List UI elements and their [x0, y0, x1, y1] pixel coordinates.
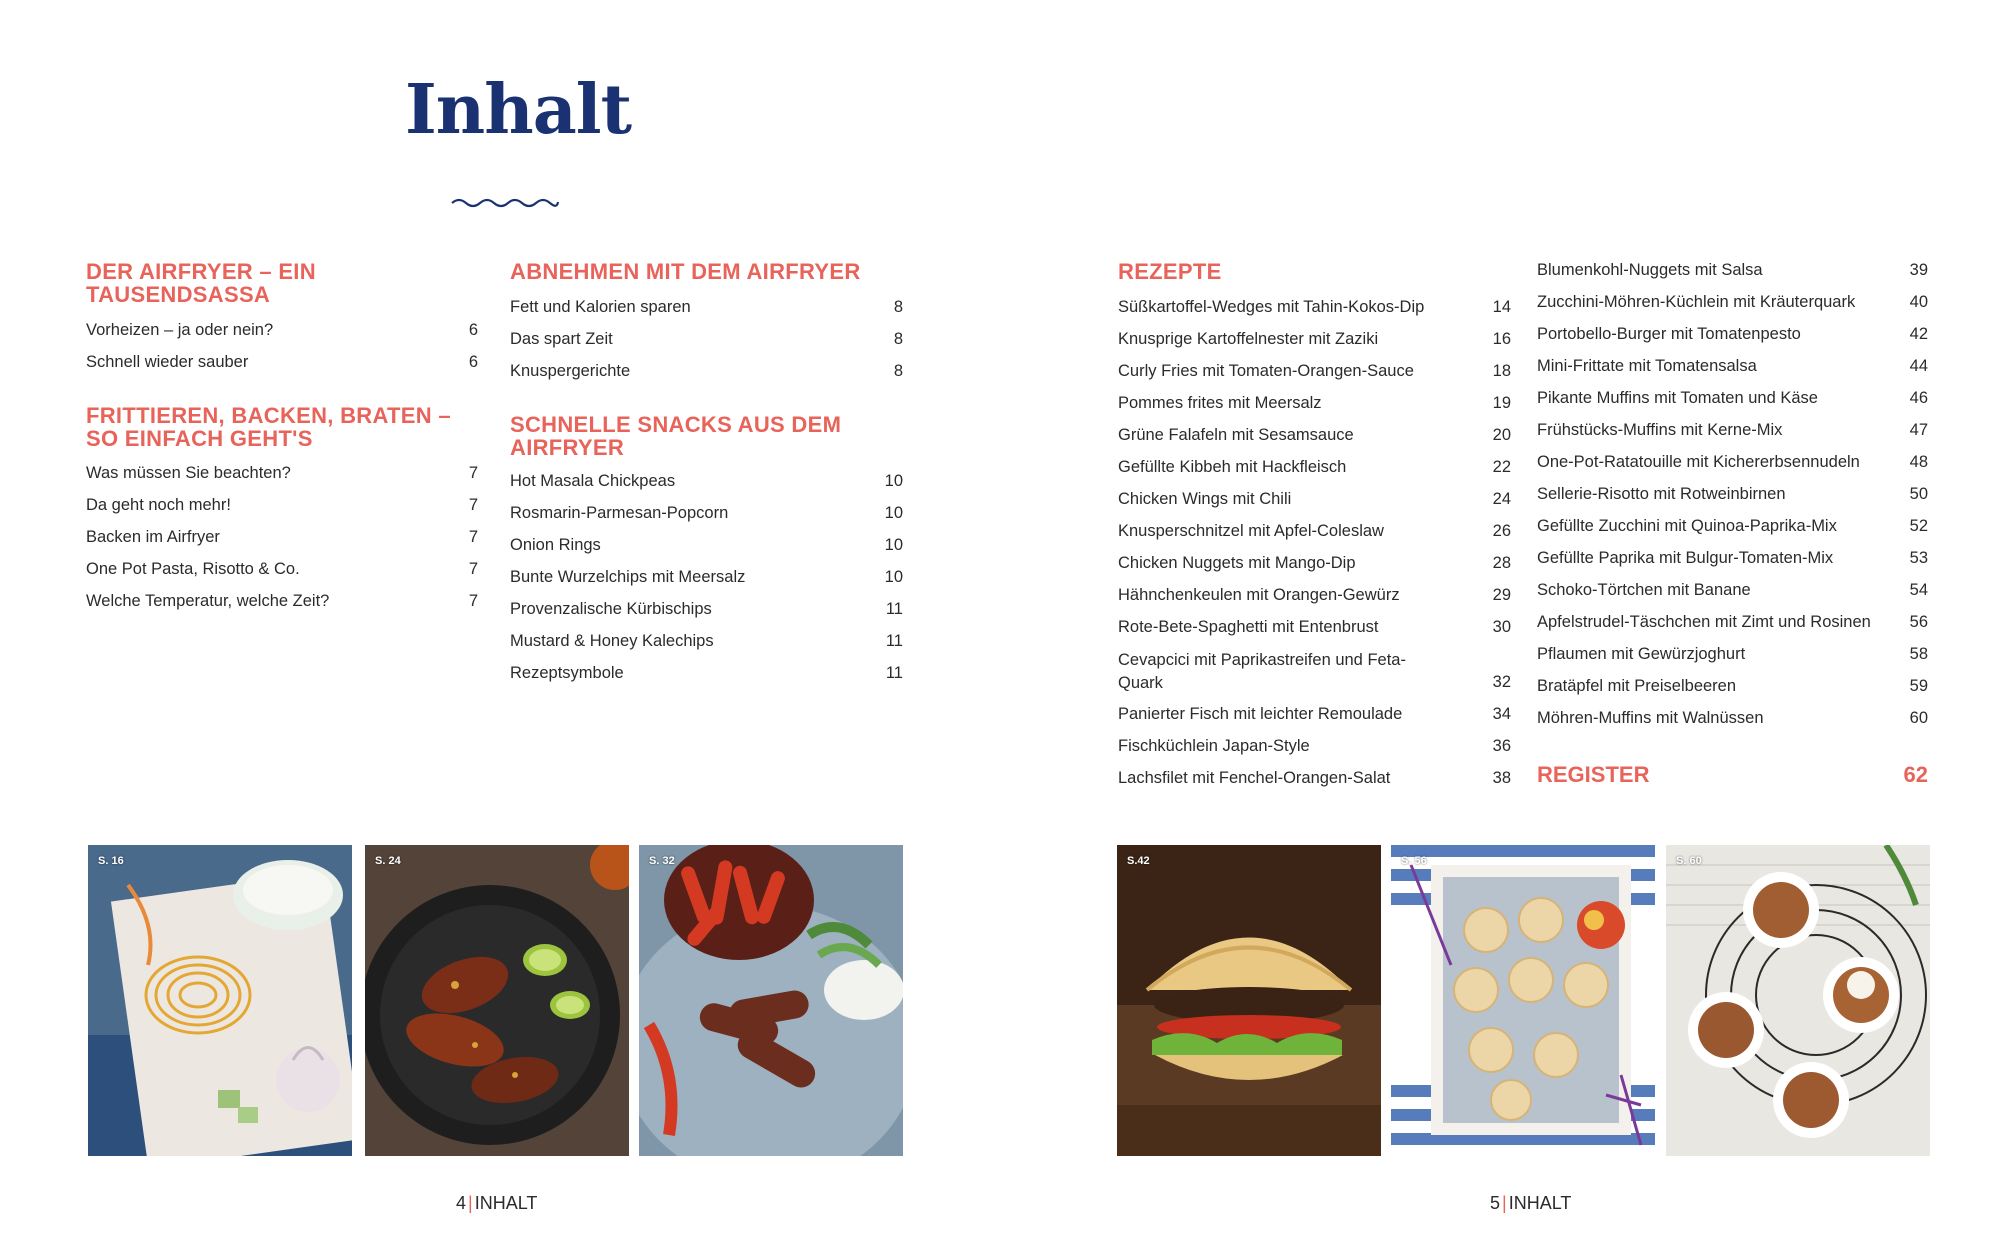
- entry-page: 8: [893, 298, 903, 316]
- entry-page: 24: [1492, 490, 1511, 508]
- entry-title: Bunte Wurzelchips mit Meersalz: [510, 568, 746, 586]
- toc-entry[interactable]: [1537, 388, 1928, 420]
- recipes-heading: REZEPTE: [1118, 259, 1222, 284]
- entry-page: 47: [1909, 421, 1928, 439]
- entry-title: Zucchini-Möhren-Küchlein mit Kräuterquark: [1537, 293, 1856, 311]
- toc-entry[interactable]: [1118, 649, 1511, 704]
- toc-entry[interactable]: [510, 663, 903, 695]
- entry-title: Hähnchenkeulen mit Orangen-Gewürz: [1118, 586, 1400, 604]
- toc-entry[interactable]: [510, 567, 903, 599]
- entry-title: Mustard & Honey Kalechips: [510, 632, 714, 650]
- entry-page: 18: [1492, 362, 1511, 380]
- entry-page: 11: [885, 664, 903, 682]
- entry-page: 7: [468, 496, 478, 514]
- entry-title: Knusprige Kartoffelnester mit Zaziki: [1118, 330, 1379, 348]
- toc-entry[interactable]: [1537, 580, 1928, 612]
- toc-entry[interactable]: [510, 503, 903, 535]
- chicken-wings-photo: [365, 845, 629, 1156]
- strudel-pockets-photo: [1391, 845, 1655, 1156]
- toc-entry[interactable]: [86, 320, 478, 352]
- register-label: REGISTER: [1537, 762, 1650, 787]
- entry-page: 42: [1909, 325, 1928, 343]
- folio-label: INHALT: [474, 1193, 538, 1213]
- entry-page: 54: [1909, 581, 1928, 599]
- folio-right: [1490, 1193, 1571, 1214]
- photo-illustration: [1117, 845, 1381, 1156]
- folio-number: 5: [1490, 1193, 1501, 1213]
- section-heading: ABNEHMEN MIT DEM AIRFRYER: [510, 259, 861, 284]
- entry-page: 10: [884, 472, 903, 490]
- toc-entry[interactable]: [1118, 425, 1511, 457]
- entry-title: Möhren-Muffins mit Walnüssen: [1537, 709, 1764, 727]
- photo-illustration: [365, 845, 629, 1156]
- toc-entry[interactable]: [510, 329, 903, 361]
- photo-label: S.42: [1127, 855, 1150, 867]
- entry-title: Knuspergerichte: [510, 362, 631, 380]
- toc-entry[interactable]: [1118, 585, 1511, 617]
- toc-entry[interactable]: [86, 352, 478, 384]
- entry-page: 30: [1492, 618, 1511, 636]
- toc-entry[interactable]: [86, 495, 478, 527]
- entry-title: Das spart Zeit: [510, 330, 613, 348]
- folio-left: [456, 1193, 537, 1214]
- entry-title: Knusperschnitzel mit Apfel-Coleslaw: [1118, 522, 1384, 540]
- entry-page: 7: [468, 528, 478, 546]
- entry-page: 10: [884, 536, 903, 554]
- entry-title: Gefüllte Paprika mit Bulgur-Tomaten-Mix: [1537, 549, 1834, 567]
- entry-title: Vorheizen – ja oder nein?: [86, 321, 274, 339]
- entry-title: Backen im Airfryer: [86, 528, 220, 546]
- entry-title: Fett und Kalorien sparen: [510, 298, 691, 316]
- entry-title: Hot Masala Chickpeas: [510, 472, 676, 490]
- entry-page: 56: [1909, 613, 1928, 631]
- entry-page: 16: [1492, 330, 1511, 348]
- entry-page: 48: [1909, 453, 1928, 471]
- photo-label: S. 24: [375, 855, 401, 867]
- toc-entry[interactable]: [510, 297, 903, 329]
- entry-title: Bratäpfel mit Preiselbeeren: [1537, 677, 1737, 695]
- toc-entry[interactable]: [1118, 361, 1511, 393]
- entry-title: Was müssen Sie beachten?: [86, 464, 291, 482]
- toc-entry[interactable]: [1118, 704, 1511, 736]
- entry-page: 32: [1492, 673, 1511, 691]
- toc-entry[interactable]: [510, 631, 903, 663]
- carrot-muffins-photo: [1666, 845, 1930, 1156]
- entry-title: Curly Fries mit Tomaten-Orangen-Sauce: [1118, 362, 1414, 380]
- entry-title: Fischküchlein Japan-Style: [1118, 737, 1310, 755]
- entry-page: 6: [468, 321, 478, 339]
- entry-page: 19: [1492, 394, 1511, 412]
- page-title: Inhalt: [405, 70, 631, 150]
- entry-page: 40: [1909, 293, 1928, 311]
- entry-title: Mini-Frittate mit Tomatensalsa: [1537, 357, 1757, 375]
- entry-page: 34: [1492, 705, 1511, 723]
- entry-title: Apfelstrudel-Täschchen mit Zimt und Rosinen: [1537, 613, 1871, 631]
- entry-title: Schoko-Törtchen mit Banane: [1537, 581, 1751, 599]
- toc-entry[interactable]: [1537, 516, 1928, 548]
- entry-page: 7: [468, 592, 478, 610]
- photo-label: S. 32: [649, 855, 675, 867]
- entry-title: Süßkartoffel-Wedges mit Tahin-Kokos-Dip: [1118, 298, 1425, 316]
- entry-title: Welche Temperatur, welche Zeit?: [86, 592, 330, 610]
- toc-entry[interactable]: [1118, 617, 1511, 649]
- entry-title: One Pot Pasta, Risotto & Co.: [86, 560, 300, 578]
- recipes-list: [1537, 260, 1928, 740]
- register-page: 62: [1903, 762, 1928, 787]
- toc-entry[interactable]: [1537, 260, 1928, 292]
- entry-page: 26: [1492, 522, 1511, 540]
- entry-title: Pikante Muffins mit Tomaten und Käse: [1537, 389, 1818, 407]
- toc-entry[interactable]: [510, 361, 903, 393]
- toc-entry[interactable]: [86, 559, 478, 591]
- entry-title: Cevapcici mit Paprikastreifen und Feta-Quark: [1118, 651, 1406, 692]
- entry-page: 39: [1909, 261, 1928, 279]
- toc-entry[interactable]: [1537, 292, 1928, 324]
- rosti-nest-with-dip-photo: [88, 845, 352, 1156]
- toc-list: [86, 320, 478, 384]
- entry-page: 53: [1909, 549, 1928, 567]
- toc-entry[interactable]: [1118, 457, 1511, 489]
- entry-page: 36: [1492, 737, 1511, 755]
- photo-illustration: [88, 845, 352, 1156]
- entry-page: 59: [1909, 677, 1928, 695]
- entry-title: Onion Rings: [510, 536, 601, 554]
- entry-page: 58: [1909, 645, 1928, 663]
- entry-page: 10: [884, 568, 903, 586]
- entry-title: Rote-Bete-Spaghetti mit Entenbrust: [1118, 618, 1379, 636]
- entry-title: One-Pot-Ratatouille mit Kichererbsennudeln: [1537, 453, 1860, 471]
- entry-page: 52: [1909, 517, 1928, 535]
- folio-number: 4: [456, 1193, 467, 1213]
- portobello-burger-photo: [1117, 845, 1381, 1156]
- toc-entry[interactable]: [1537, 548, 1928, 580]
- entry-page: 8: [893, 330, 903, 348]
- toc-entry[interactable]: [1537, 708, 1928, 740]
- photo-label: S. 56: [1401, 855, 1427, 867]
- entry-title: Sellerie-Risotto mit Rotweinbirnen: [1537, 485, 1786, 503]
- toc-entry[interactable]: [86, 591, 478, 623]
- entry-page: 10: [884, 504, 903, 522]
- toc-entry[interactable]: [1537, 420, 1928, 452]
- entry-page: 6: [468, 353, 478, 371]
- section-heading: DER AIRFRYER – EIN TAUSENDSASSA: [86, 259, 316, 307]
- entry-title: Frühstücks-Muffins mit Kerne-Mix: [1537, 421, 1783, 439]
- toc-entry[interactable]: [510, 599, 903, 631]
- toc-entry[interactable]: [1537, 324, 1928, 356]
- toc-entry[interactable]: [510, 471, 903, 503]
- cevapcici-peppers-photo: [639, 845, 903, 1156]
- register-entry[interactable]: [1537, 762, 1928, 788]
- entry-page: 44: [1909, 357, 1928, 375]
- photo-label: S. 60: [1676, 855, 1702, 867]
- entry-title: Gefüllte Kibbeh mit Hackfleisch: [1118, 458, 1347, 476]
- toc-entry[interactable]: [1118, 768, 1511, 800]
- entry-title: Lachsfilet mit Fenchel-Orangen-Salat: [1118, 769, 1391, 787]
- toc-entry[interactable]: [1537, 612, 1928, 644]
- entry-page: 7: [468, 464, 478, 482]
- toc-list: [510, 297, 903, 393]
- entry-page: 8: [893, 362, 903, 380]
- folio-separator: |: [1502, 1193, 1507, 1213]
- entry-page: 7: [468, 560, 478, 578]
- photo-label: S. 16: [98, 855, 124, 867]
- entry-title: Pflaumen mit Gewürzjoghurt: [1537, 645, 1746, 663]
- entry-page: 28: [1492, 554, 1511, 572]
- entry-title: Rosmarin-Parmesan-Popcorn: [510, 504, 729, 522]
- entry-title: Pommes frites mit Meersalz: [1118, 394, 1322, 412]
- entry-page: 60: [1909, 709, 1928, 727]
- folio-label: INHALT: [1508, 1193, 1572, 1213]
- toc-entry[interactable]: [1537, 356, 1928, 388]
- entry-title: Schnell wieder sauber: [86, 353, 249, 371]
- toc-entry[interactable]: [1537, 484, 1928, 516]
- toc-list: [510, 471, 903, 695]
- entry-page: 38: [1492, 769, 1511, 787]
- toc-entry[interactable]: [86, 463, 478, 495]
- recipes-list: [1118, 297, 1511, 800]
- entry-title: Grüne Falafeln mit Sesamsauce: [1118, 426, 1354, 444]
- photo-illustration: [1391, 845, 1655, 1156]
- section-heading: FRITTIEREN, BACKEN, BRATEN – SO EINFACH GEHT'S: [86, 403, 451, 451]
- toc-entry[interactable]: [1537, 644, 1928, 676]
- entry-page: 29: [1492, 586, 1511, 604]
- toc-entry[interactable]: [1118, 553, 1511, 585]
- photo-illustration: [1666, 845, 1930, 1156]
- entry-title: Blumenkohl-Nuggets mit Salsa: [1537, 261, 1763, 279]
- entry-title: Chicken Wings mit Chili: [1118, 490, 1292, 508]
- toc-entry[interactable]: [1537, 452, 1928, 484]
- folio-separator: |: [468, 1193, 473, 1213]
- entry-page: 11: [885, 632, 903, 650]
- toc-entry[interactable]: [86, 527, 478, 559]
- toc-entry[interactable]: [1118, 393, 1511, 425]
- entry-page: 11: [885, 600, 903, 618]
- entry-page: 20: [1492, 426, 1511, 444]
- entry-title: Da geht noch mehr!: [86, 496, 231, 514]
- entry-page: 14: [1492, 298, 1511, 316]
- entry-page: 46: [1909, 389, 1928, 407]
- entry-title: Gefüllte Zucchini mit Quinoa-Paprika-Mix: [1537, 517, 1837, 535]
- entry-title: Provenzalische Kürbischips: [510, 600, 712, 618]
- section-heading: SCHNELLE SNACKS AUS DEM AIRFRYER: [510, 412, 842, 460]
- toc-entry[interactable]: [1118, 297, 1511, 329]
- toc-list: [86, 463, 478, 623]
- entry-title: Chicken Nuggets mit Mango-Dip: [1118, 554, 1356, 572]
- toc-entry[interactable]: [1118, 736, 1511, 768]
- entry-title: Rezeptsymbole: [510, 664, 624, 682]
- toc-entry[interactable]: [1118, 329, 1511, 361]
- wave-divider-icon: [450, 196, 560, 210]
- toc-entry[interactable]: [1118, 521, 1511, 553]
- toc-entry[interactable]: [1118, 489, 1511, 521]
- photo-illustration: [639, 845, 903, 1156]
- toc-entry[interactable]: [510, 535, 903, 567]
- entry-title: Panierter Fisch mit leichter Remoulade: [1118, 705, 1403, 723]
- entry-title: Portobello-Burger mit Tomatenpesto: [1537, 325, 1801, 343]
- entry-page: 50: [1909, 485, 1928, 503]
- toc-entry[interactable]: [1537, 676, 1928, 708]
- entry-page: 22: [1492, 458, 1511, 476]
